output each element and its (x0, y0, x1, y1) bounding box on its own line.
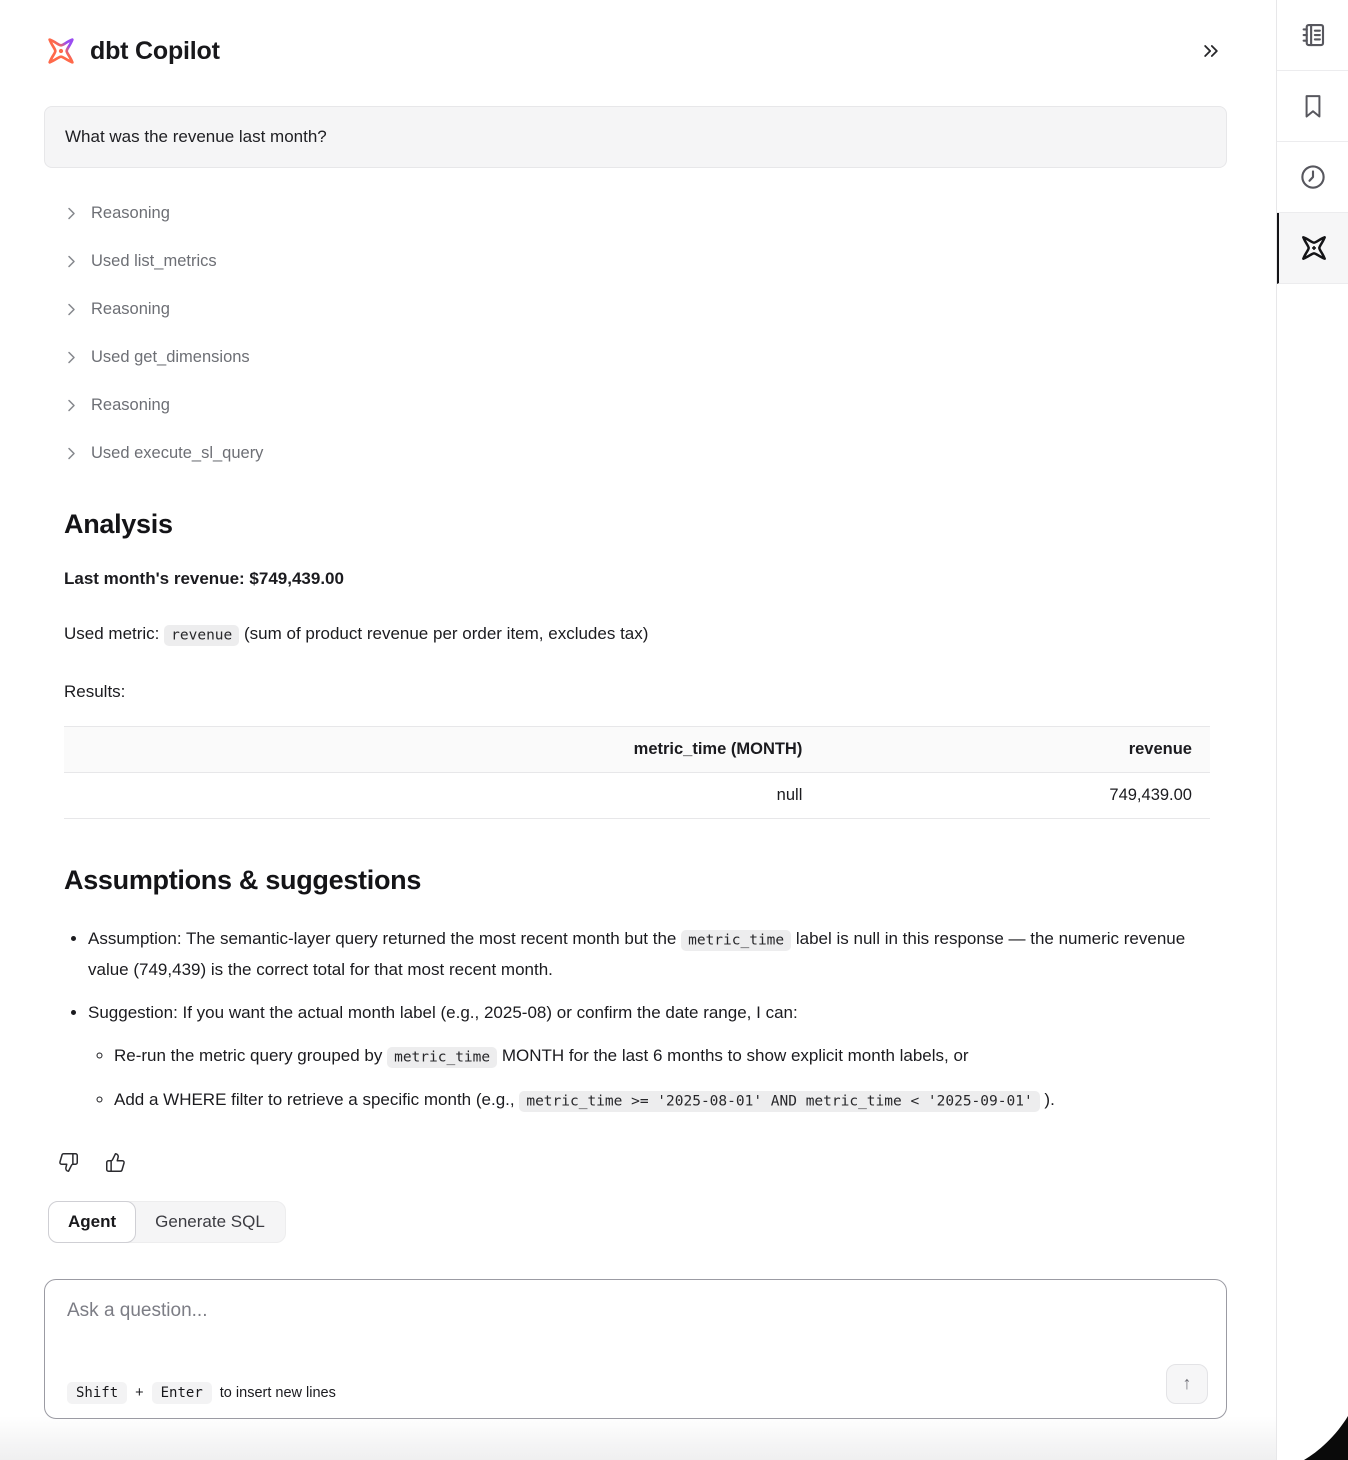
suggestion-sublist (88, 1041, 1210, 1116)
step-reasoning-1[interactable] (64, 204, 1227, 223)
sub2-text-post: ). (1044, 1090, 1055, 1110)
chevron-right-icon (64, 446, 79, 461)
step-label: Reasoning (91, 204, 170, 222)
step-reasoning-2[interactable] (64, 300, 1227, 319)
revenue-summary: Last month's revenue: $749,439.00 (64, 569, 344, 588)
step-label: Used get_dimensions (91, 348, 250, 366)
assumption-item (88, 924, 1210, 985)
generate-sql-mode-button[interactable]: Generate SQL (135, 1202, 285, 1242)
sub1-text-pre: Re-run the metric query grouped by (114, 1046, 383, 1065)
column-header-metric-time: metric_time (MONTH) (64, 727, 820, 773)
agent-mode-button[interactable]: Agent (48, 1201, 136, 1243)
step-used-get-dimensions[interactable] (64, 348, 1227, 367)
user-message (44, 106, 1227, 168)
sidebar-item-bookmarks[interactable] (1277, 71, 1348, 142)
agent-steps (44, 204, 1227, 463)
mode-toggle (48, 1201, 286, 1243)
collapse-panel-button[interactable] (1195, 35, 1227, 67)
question-composer (44, 1279, 1227, 1419)
step-reasoning-3[interactable] (64, 396, 1227, 415)
suggestion-text: Suggestion: If you want the actual month label (e.g., 2025-08) or confirm the date range, I can: (88, 1002, 798, 1022)
results-table-header-row (64, 727, 1210, 773)
chevron-right-icon (64, 398, 79, 413)
user-message-text: What was the revenue last month? (65, 127, 327, 146)
step-used-list-metrics[interactable] (64, 252, 1227, 271)
analysis-heading: Analysis (64, 509, 173, 539)
plus-sign: + (135, 1384, 144, 1401)
shift-key-chip: Shift (67, 1382, 127, 1404)
chevron-right-icon (64, 302, 79, 317)
dbt-logo-icon (44, 34, 78, 68)
right-icon-rail (1276, 0, 1348, 1460)
thumbs-up-button[interactable] (103, 1150, 128, 1175)
journal-icon (1298, 20, 1328, 50)
step-label: Reasoning (91, 300, 170, 318)
hint-text: to insert new lines (219, 1384, 336, 1401)
cell-revenue: 749,439.00 (820, 773, 1210, 819)
assistant-response (44, 509, 1227, 1116)
step-label: Used execute_sl_query (91, 444, 264, 462)
suggestion-sub-item-1 (114, 1041, 1210, 1071)
used-metric-prefix: Used metric: (64, 624, 160, 643)
chevron-right-icon (64, 254, 79, 269)
bookmark-icon (1299, 92, 1327, 120)
sidebar-item-dbt-copilot[interactable] (1277, 213, 1348, 284)
sub1-text-post: MONTH for the last 6 months to show explicit month labels, or (501, 1046, 969, 1065)
feedback-buttons (44, 1150, 1227, 1175)
enter-key-chip: Enter (152, 1382, 212, 1404)
step-label: Reasoning (91, 396, 170, 414)
table-row (64, 773, 1210, 819)
column-header-revenue: revenue (820, 727, 1210, 773)
cell-metric-time: null (64, 773, 820, 819)
assumption-text-post: label is null in this response — the numeric revenue value (749,439) is the correct total for that most recent month. (88, 929, 1186, 979)
newline-hint (67, 1382, 336, 1404)
step-used-execute-sl-query[interactable] (64, 444, 1227, 463)
panel-header (44, 0, 1227, 68)
where-filter-code-chip: metric_time >= '2025-08-01' AND metric_time < '2025-09-01' (519, 1091, 1039, 1112)
panel-title: dbt Copilot (90, 36, 220, 65)
assumption-text-pre: Assumption: The semantic-layer query returned the most recent month but the (88, 929, 677, 949)
chevron-right-icon (64, 350, 79, 365)
arrow-up-icon: ↑ (1182, 1373, 1192, 1393)
dbt-copilot-icon (1298, 232, 1330, 264)
step-label: Used list_metrics (91, 252, 217, 270)
thumbs-down-button[interactable] (56, 1150, 81, 1175)
history-clock-icon (1298, 162, 1328, 192)
metric-time-code-chip: metric_time (681, 930, 791, 951)
suggestion-item (88, 998, 1210, 1116)
used-metric-suffix: (sum of product revenue per order item, excludes tax) (244, 624, 649, 643)
assumptions-list (64, 924, 1210, 1115)
suggestion-sub-item-2 (114, 1085, 1210, 1115)
metric-code-chip: revenue (164, 625, 239, 646)
question-input[interactable] (67, 1298, 1208, 1364)
send-button[interactable] (1166, 1364, 1208, 1404)
assumptions-heading: Assumptions & suggestions (64, 865, 422, 896)
results-table (64, 726, 1210, 819)
metric-time-code-chip: metric_time (387, 1047, 497, 1068)
composer-footer (67, 1364, 1208, 1404)
chevron-double-right-icon (1201, 41, 1221, 61)
chevron-right-icon (64, 206, 79, 221)
sub2-text-pre: Add a WHERE filter to retrieve a specific month (e.g., (114, 1090, 515, 1110)
thumbs-up-icon (105, 1152, 126, 1173)
results-label: Results: (64, 681, 126, 701)
used-metric-line (64, 621, 1210, 647)
sidebar-item-history[interactable] (1277, 142, 1348, 213)
sidebar-item-journal[interactable] (1277, 0, 1348, 71)
thumbs-down-icon (58, 1152, 79, 1173)
